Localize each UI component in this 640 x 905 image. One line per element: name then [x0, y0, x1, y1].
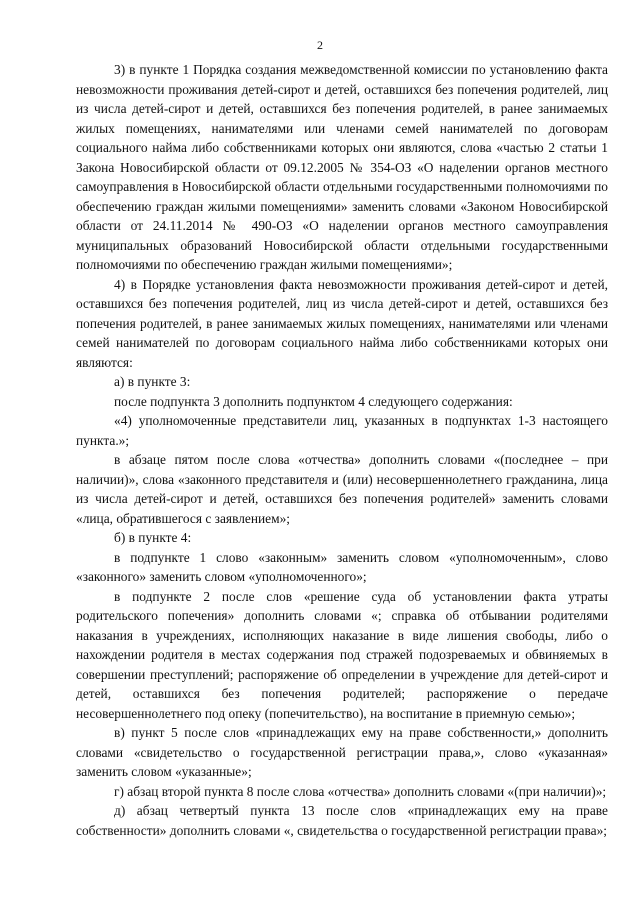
subitem-a-heading: а) в пункте 3:: [114, 374, 191, 389]
paragraph-item-4: 4) в Порядке установления факта невозможности проживания детей-сирот и детей, оставшихся без попечения родителей, лиц из числа детей-сирот и детей, оставшихся без попечения родителей, в ранее занимаемых жилых помещениях, нанимателями или членами семей нанимателей по договорам социального найма либо собственниками которых они являются:: [76, 276, 608, 370]
subitem-b-heading: б) в пункте 4:: [114, 530, 192, 545]
page-number: 2: [317, 38, 323, 52]
paragraph-text: после подпункта 3 дополнить подпунктом 4 следующего содержания:: [114, 393, 513, 409]
paragraph-item-3: 3) в пункте 1 Порядка создания межведомственной комиссии по установлению факта невозможности проживания детей-сирот и детей, оставшихся без попечения родителей, лиц из числа детей-сирот и детей, оставшихся без попечения родителей, в ранее занимаемых жилых помещениях, нанимателями или членами семей нанимателей по договорам социального найма либо собственниками которых они являются, слова «частью 2 статьи 1 Закона Новосибирской области от 09.12.2005 № 354-ОЗ «О наделении органов местного самоуправления в Новосибирской области отдельными государственными полномочиями по обеспечению граждан жилыми помещениями» заменить словами «Законом Новосибирской области от 24.11.2014 № 490-ОЗ «О наделении органов местного самоуправления муниципальных образований Новосибирской области отдельными государственными полномочиями по обеспечению граждан жилыми помещениями»;: [76, 62, 608, 272]
document-body: [76, 60, 608, 840]
paragraph-text: в абзаце пятом после слова «отчества» дополнить словами «(последнее – при наличии)», слова «законного представителя и (или) несовершеннолетнего гражданина, лица из числа детей-сирот и детей, оставшихся без попечения родителей» заменить словами «лица, обратившегося с заявлением»;: [76, 452, 608, 526]
paragraph-text: в подпункте 1 слово «законным» заменить словом «уполномоченным», слово «законного» заменить словом «уполномоченного»;: [76, 549, 608, 584]
paragraph-text: в подпункте 2 после слов «решение суда об установлении факта утраты родительского попечения» дополнить словами «; справка об отбывании родителями наказания в учреждениях, исполняющих наказание в виде лишения свободы, либо о нахождении родителя в местах содержания под стражей подозреваемых и обвиняемых в совершении преступлений; распоряжение об определении в учреждение для детей-сирот и детей, оставшихся без попечения родителей; распоряжение о передаче несовершеннолетнего под опеку (попечительство), на воспитание в приемную семью»;: [76, 588, 608, 721]
subitem-d: д) абзац четвертый пункта 13 после слов «принадлежащих ему на праве собственности» дополнить словами «, свидетельства о государственной регистрации права»;: [76, 803, 608, 838]
subitem-v: в) пункт 5 после слов «принадлежащих ему на праве собственности,» дополнить словами «свидетельство о государственной регистрации права,», слово «указанная» заменить словом «указанные»;: [76, 725, 608, 779]
paragraph-text: «4) уполномоченные представители лиц, указанных в подпунктах 1-3 настоящего пункта.»;: [76, 413, 608, 448]
subitem-g: г) абзац второй пункта 8 после слова «отчества» дополнить словами «(при наличии)»;: [114, 783, 607, 799]
